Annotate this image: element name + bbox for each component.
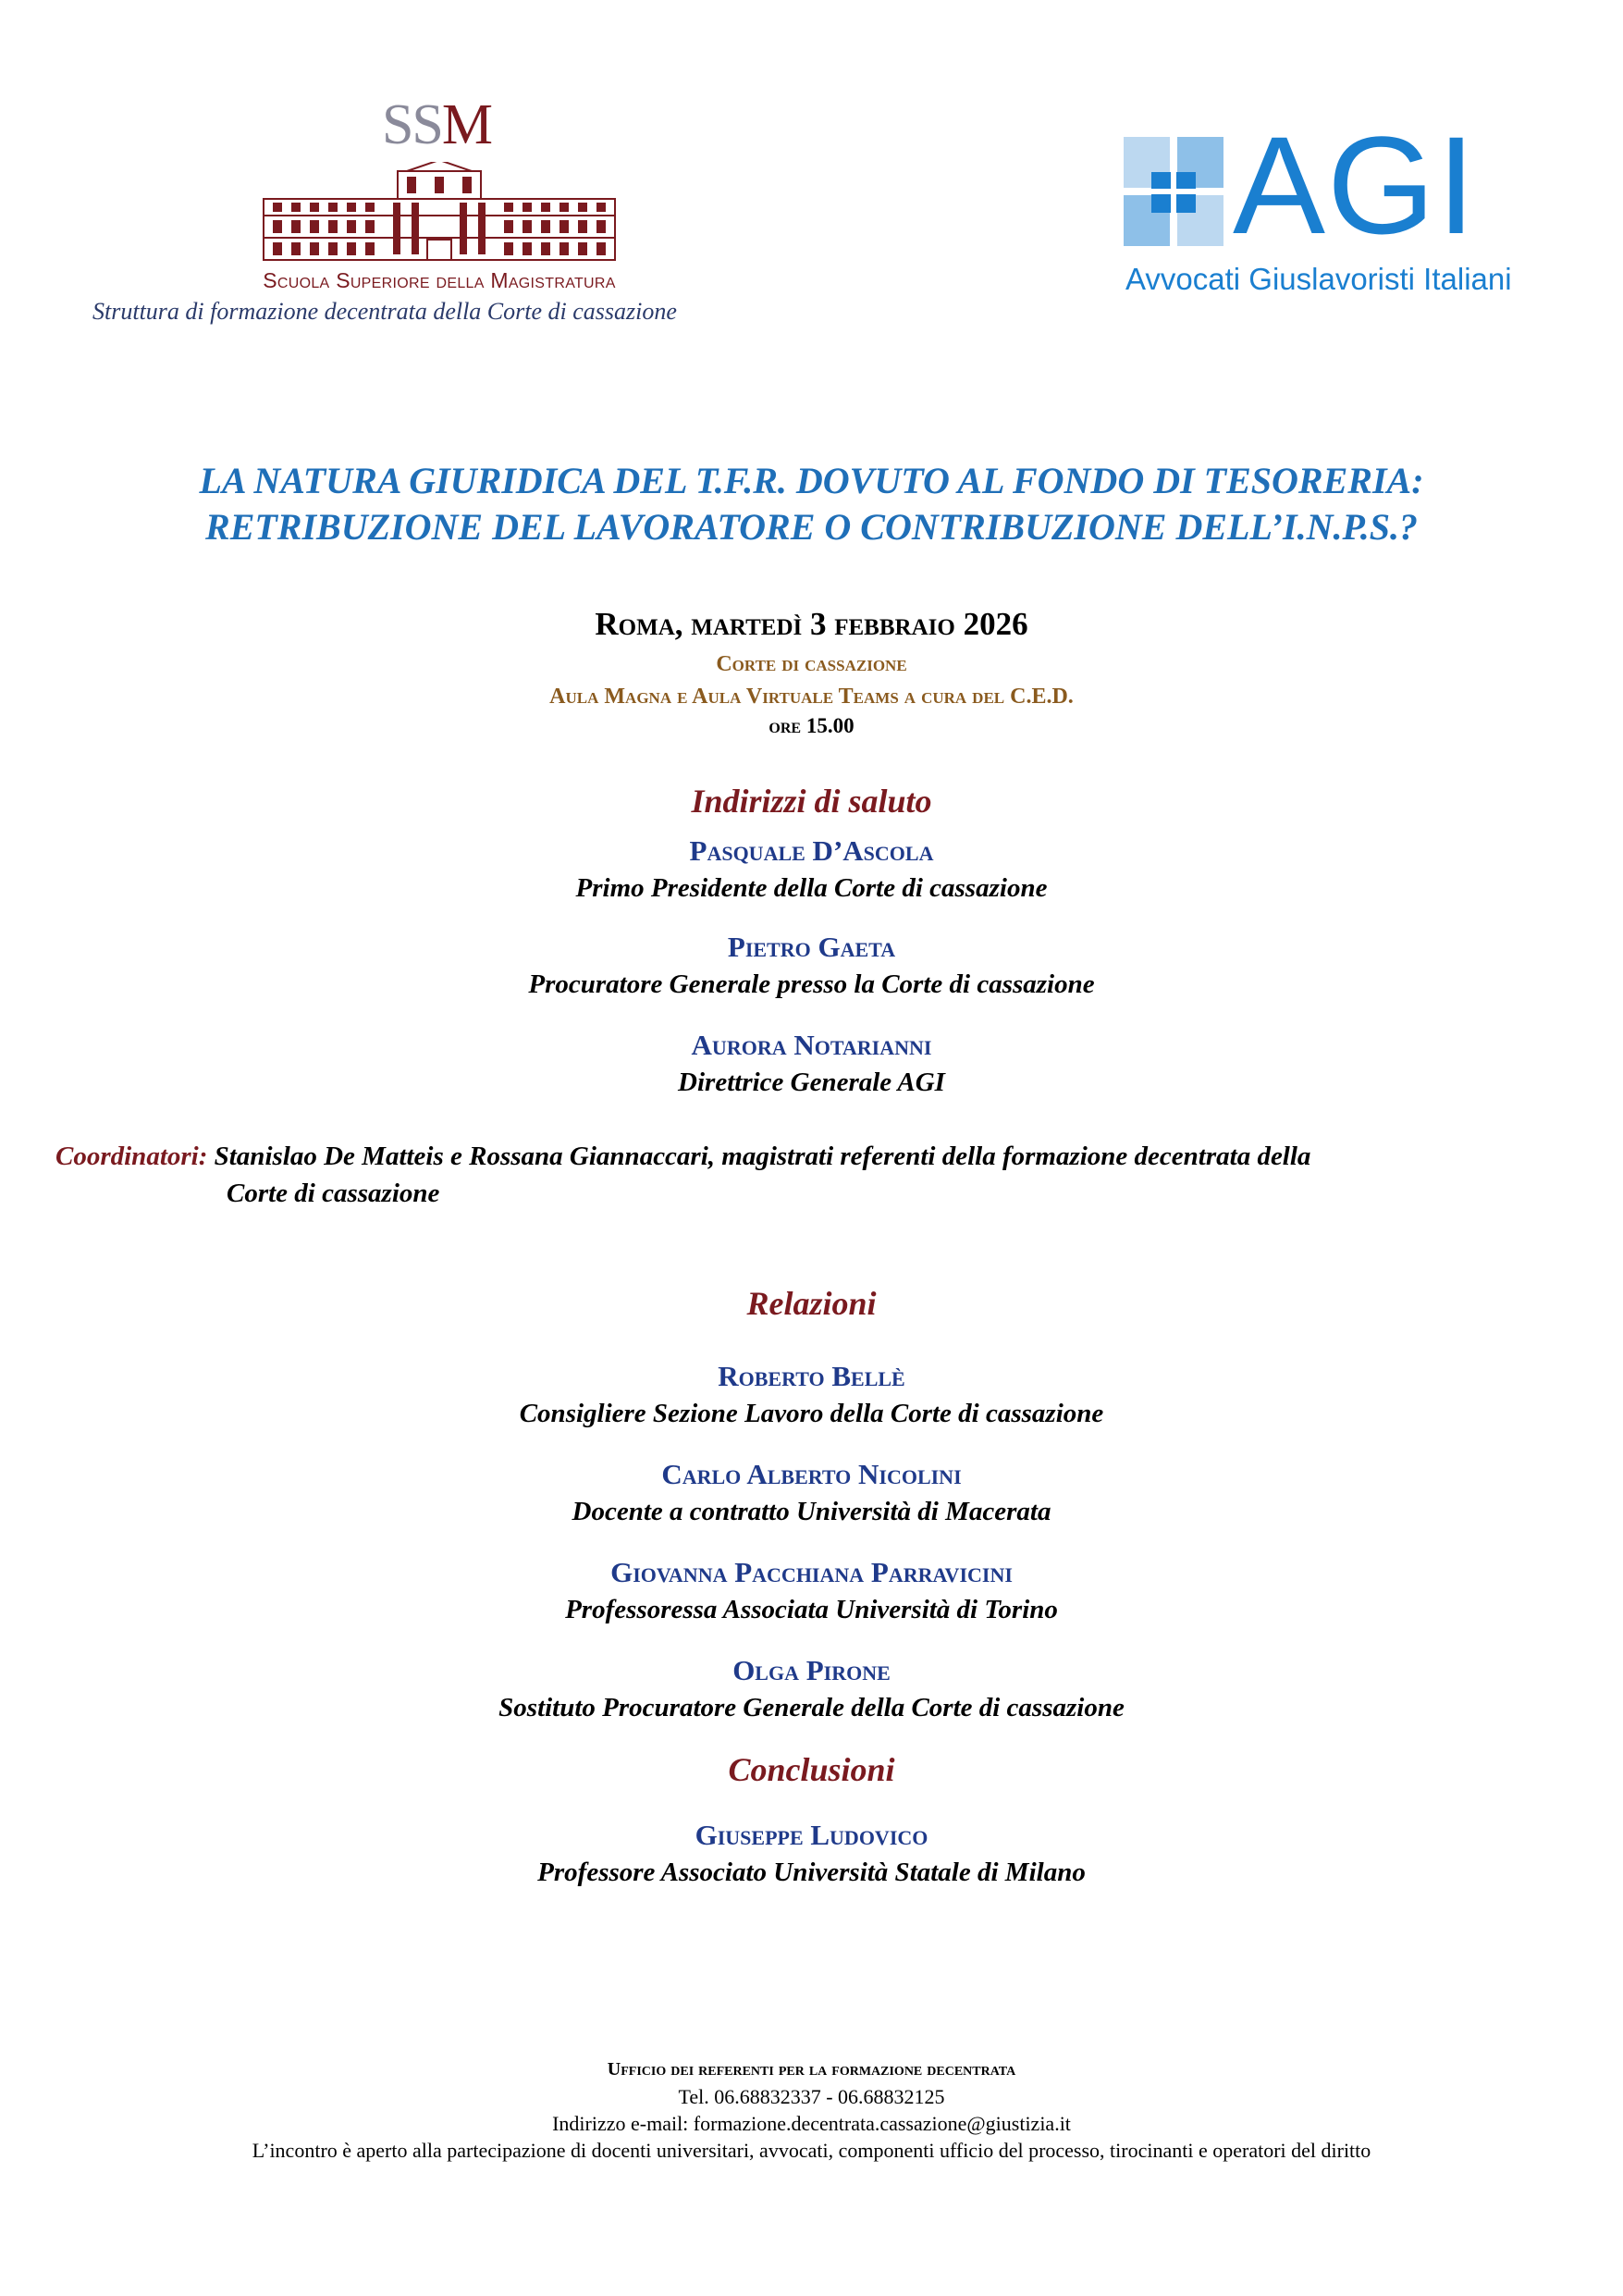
event-venue: Corte di cassazione	[716, 652, 907, 676]
section-heading-saluti: Indirizzi di saluto	[691, 783, 932, 820]
event-date: Roma, martedì 3 febbraio 2026	[595, 606, 1028, 642]
palace-building-icon	[259, 162, 620, 264]
ssm-name: Scuola Superiore della Magistratura	[263, 268, 616, 292]
footer-phone: Tel. 06.68832337 - 06.68832125	[678, 2085, 945, 2108]
speaker-role: Professore Associato Università Statale di Milano	[537, 1858, 1086, 1887]
footer-note: L’incontro è aperto alla partecipazione di docenti universitari, avvocati, componenti ufficio del processo, tirocinanti e operatori del diritto	[252, 2139, 1371, 2162]
speaker-role: Consigliere Sezione Lavoro della Corte di cassazione	[519, 1399, 1104, 1428]
speaker-role: Primo Presidente della Corte di cassazione	[575, 873, 1048, 903]
coordinators-label: Coordinatori:	[55, 1142, 208, 1171]
coordinators	[55, 1138, 1535, 1212]
event-time: ore 15.00	[768, 714, 855, 737]
speaker-name: Aurora Notarianni	[691, 1029, 932, 1061]
ssm-letters	[372, 93, 501, 157]
speaker-role: Professoressa Associata Università di Torino	[565, 1595, 1058, 1624]
speaker-role: Sostituto Procuratore Generale della Corte di cassazione	[498, 1693, 1125, 1722]
agi-wordmark: AGI	[1233, 107, 1478, 263]
speaker-role: Direttrice Generale AGI	[678, 1068, 945, 1097]
title-line-2: RETRIBUZIONE DEL LAVORATORE O CONTRIBUZIONE DELL’I.N.P.S.?	[205, 506, 1418, 548]
speaker-name: Giovanna Pacchiana Parravicini	[610, 1556, 1013, 1588]
footer-email: Indirizzo e-mail: formazione.decentrata.cassazione@giustizia.it	[552, 2112, 1071, 2135]
speaker-name: Pasquale D’Ascola	[689, 834, 934, 867]
event-title	[55, 458, 1568, 550]
event-room: Aula Magna e Aula Virtuale Teams a cura del C.E.D.	[549, 685, 1074, 709]
agi-squares-icon	[1124, 137, 1225, 248]
title-line-1: LA NATURA GIURIDICA DEL T.F.R. DOVUTO AL FONDO DI TESORERIA:	[199, 460, 1424, 501]
agi-tagline: Avvocati Giuslavoristi Italiani	[1125, 262, 1512, 296]
section-heading-conclusioni: Conclusioni	[728, 1751, 895, 1788]
speaker-role: Docente a contratto Università di Macerata	[572, 1497, 1051, 1526]
speaker-name: Olga Pirone	[732, 1654, 891, 1686]
agi-logo	[1124, 107, 1531, 315]
speaker-name: Carlo Alberto Nicolini	[661, 1458, 962, 1490]
speaker-name: Roberto Bellè	[718, 1360, 905, 1392]
footer-office: Ufficio dei referenti per la formazione decentrata	[607, 2059, 1016, 2080]
speaker-name: Pietro Gaeta	[727, 931, 896, 963]
coordinators-text-cont: Corte di cassazione	[227, 1179, 440, 1208]
speaker-name: Giuseppe Ludovico	[695, 1819, 928, 1851]
ssm-letters-ss: SS	[381, 93, 442, 156]
ssm-letters-m: M	[441, 93, 492, 156]
speaker-role: Procuratore Generale presso la Corte di cassazione	[528, 969, 1095, 999]
section-heading-relazioni: Relazioni	[746, 1285, 877, 1322]
ssm-subtitle: Struttura di formazione decentrata della Corte di cassazione	[92, 298, 677, 325]
coordinators-text: Stanislao De Matteis e Rossana Giannaccari, magistrati referenti della formazione decentrata della	[214, 1142, 1311, 1171]
ssm-logo	[250, 93, 620, 296]
